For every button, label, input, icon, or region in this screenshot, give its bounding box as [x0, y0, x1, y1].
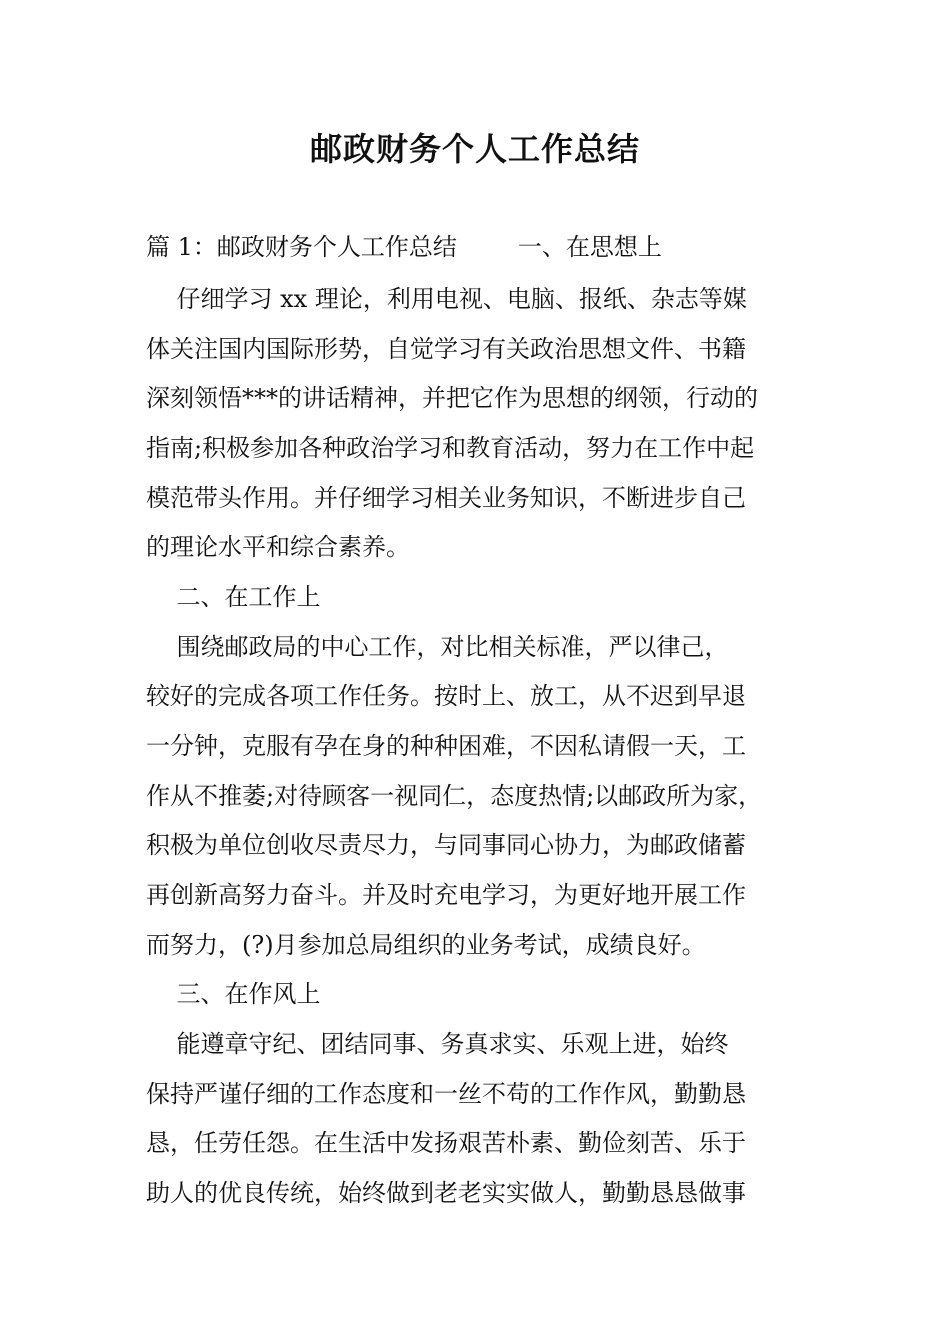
text-line: 而努力，(?)月参加总局组织的业务考试，成绩良好。: [146, 931, 706, 959]
text-line: 一分钟，克服有孕在身的种种困难，不因私请假一天，工: [146, 732, 746, 760]
text-line: 作从不推萎;对待顾客一视同仁，态度热情;以邮政所为家，: [146, 782, 763, 810]
text-line: 能遵章守纪、团结同事、务真求实、乐观上进，始终: [146, 1030, 729, 1058]
text-line: 二、在工作上: [146, 583, 321, 611]
text-line: 深刻领悟***的讲话精神，并把它作为思想的纲领，行动的: [146, 384, 758, 412]
document-title: 邮政财务个人工作总结: [309, 130, 640, 168]
text-line: 保持严谨仔细的工作态度和一丝不苟的工作作风，勤勤恳: [146, 1080, 746, 1108]
text-line: 仔细学习 xx 理论，利用电视、电脑、报纸、杂志等媒: [146, 285, 747, 313]
text-line: 积极为单位创收尽责尽力，与同事同心协力，为邮政储蓄: [146, 831, 746, 859]
text-line: 较好的完成各项工作任务。按时上、放工，从不迟到早退: [146, 682, 746, 710]
text-line: 模范带头作用。并仔细学习相关业务知识，不断进步自己: [146, 484, 746, 512]
text-line: 恳，任劳任怨。在生活中发扬艰苦朴素、勤俭刻苦、乐于: [146, 1129, 746, 1157]
text-line: 助人的优良传统，始终做到老老实实做人，勤勤恳恳做事: [146, 1179, 746, 1207]
text-line: 的理论水平和综合素养。: [146, 533, 410, 561]
text-line: 围绕邮政局的中心工作，对比相关标准，严以律己，: [146, 633, 729, 661]
text-line: 篇 1：邮政财务个人工作总结 一、在思想上: [146, 233, 662, 261]
text-line: 三、在作风上: [146, 980, 321, 1008]
text-line: 体关注国内国际形势，自觉学习有关政治思想文件、书籍: [146, 335, 746, 363]
text-line: 再创新高努力奋斗。并及时充电学习，为更好地开展工作: [146, 881, 746, 909]
text-line: 指南;积极参加各种政治学习和教育活动，努力在工作中起: [146, 434, 755, 462]
